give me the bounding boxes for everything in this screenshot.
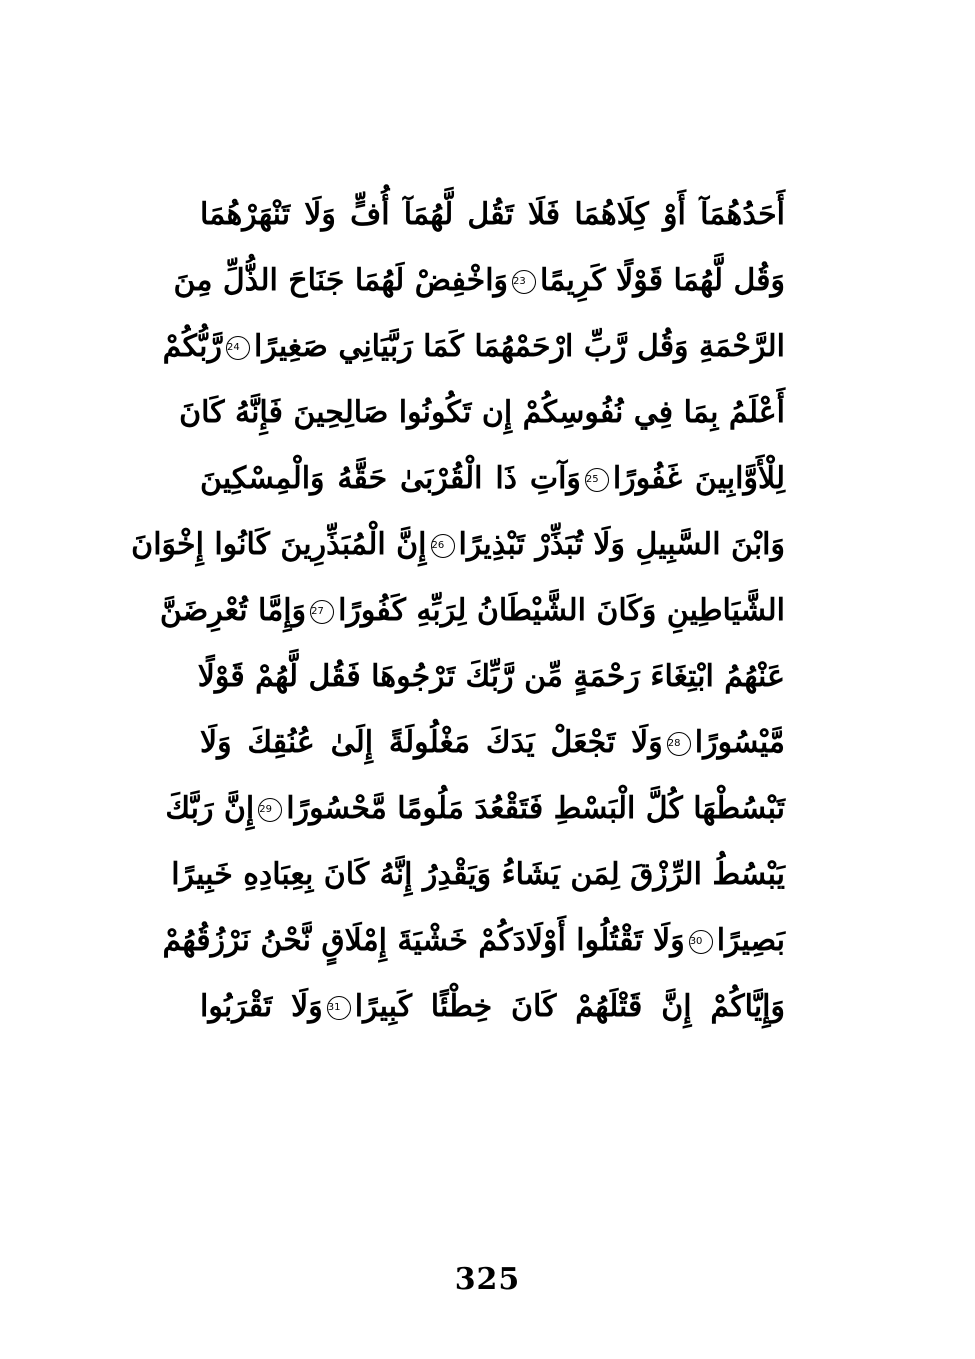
verse-end-marker: 28 bbox=[667, 732, 691, 756]
text-line bbox=[165, 776, 785, 842]
line-text: تَبْسُطْهَا كُلَّ الْبَسْطِ فَتَقْعُدَ مَلُومًا مَّحْسُورًا bbox=[286, 791, 785, 826]
line-text: لِلْأَوَّابِينَ غَفُورًا bbox=[612, 461, 785, 496]
line-text: بَصِيرًا bbox=[716, 923, 785, 958]
line-text: وَآتِ ذَا الْقُرْبَىٰ حَقَّهُ وَالْمِسْكِينَ bbox=[200, 461, 581, 496]
verse-end-marker: 24 bbox=[226, 336, 250, 360]
line-text: عَنْهُمُ ابْتِغَاءَ رَحْمَةٍ مِّن رَّبِّكَ تَرْجُوهَا فَقُل لَّهُمْ قَوْلًا bbox=[197, 659, 785, 694]
verse-end-marker: 27 bbox=[310, 600, 334, 624]
verse-end-marker: 25 bbox=[585, 468, 609, 492]
text-line bbox=[197, 644, 785, 710]
line-text: وَلَا تَقْرَبُوا bbox=[200, 989, 323, 1024]
line-text: مَّيْسُورًا bbox=[694, 725, 785, 760]
text-line bbox=[159, 578, 785, 644]
verse-end-marker: 31 bbox=[327, 996, 351, 1020]
verse-end-marker: 23 bbox=[512, 270, 536, 294]
line-text: إِنَّ الْمُبَذِّرِينَ كَانُوا إِخْوَانَ bbox=[131, 527, 427, 562]
line-text: يَبْسُطُ الرِّزْقَ لِمَن يَشَاءُ وَيَقْدِرُ إِنَّهُ كَانَ بِعِبَادِهِ خَبِيرًا bbox=[171, 857, 785, 892]
verse-end-marker: 26 bbox=[431, 534, 455, 558]
line-text: وَابْنَ السَّبِيلِ وَلَا تُبَذِّرْ تَبْذِيرًا bbox=[458, 527, 785, 562]
text-line bbox=[131, 512, 785, 578]
text-line bbox=[200, 974, 785, 1040]
verse-end-marker: 29 bbox=[258, 798, 282, 822]
quran-text-block bbox=[131, 182, 785, 1040]
text-line bbox=[200, 182, 785, 248]
line-text: الرَّحْمَةِ وَقُل رَّبِّ ارْحَمْهُمَا كَمَا رَبَّيَانِي صَغِيرًا bbox=[253, 329, 785, 364]
line-text: وَإِيَّاكُمْ إِنَّ قَتْلَهُمْ كَانَ خِطْئًا كَبِيرًا bbox=[354, 989, 785, 1024]
text-line bbox=[200, 446, 785, 512]
line-text: وَلَا تَجْعَلْ يَدَكَ مَغْلُولَةً إِلَىٰ عُنُقِكَ وَلَا bbox=[200, 725, 663, 760]
text-line bbox=[179, 380, 785, 446]
line-text: وَقُل لَّهُمَا قَوْلًا كَرِيمًا bbox=[540, 263, 785, 298]
line-text: وَإِمَّا تُعْرِضَنَّ bbox=[159, 593, 307, 628]
verse-end-marker: 30 bbox=[689, 930, 713, 954]
line-text: أَحَدُهُمَآ أَوْ كِلَاهُمَا فَلَا تَقُل لَّهُمَآ أُفٍّ وَلَا تَنْهَرْهُمَا bbox=[200, 197, 785, 232]
text-line bbox=[173, 248, 785, 314]
line-text: أَعْلَمُ بِمَا فِي نُفُوسِكُمْ إِن تَكُونُوا صَالِحِينَ فَإِنَّهُ كَانَ bbox=[179, 395, 785, 430]
line-text: إِنَّ رَبَّكَ bbox=[165, 791, 255, 826]
text-line bbox=[162, 908, 785, 974]
page-number: 325 bbox=[454, 1262, 521, 1297]
line-text: الشَّيَاطِينِ وَكَانَ الشَّيْطَانُ لِرَبِّهِ كَفُورًا bbox=[338, 593, 785, 628]
text-line bbox=[200, 710, 785, 776]
text-line bbox=[162, 314, 785, 380]
text-line bbox=[171, 842, 785, 908]
line-text: وَلَا تَقْتُلُوا أَوْلَادَكُمْ خَشْيَةَ إِمْلَاقٍ نَّحْنُ نَرْزُقُهُمْ bbox=[162, 923, 685, 958]
line-text: رَّبُّكُمْ bbox=[162, 329, 222, 364]
line-text: وَاخْفِضْ لَهُمَا جَنَاحَ الذُّلِّ مِنَ bbox=[173, 263, 509, 298]
